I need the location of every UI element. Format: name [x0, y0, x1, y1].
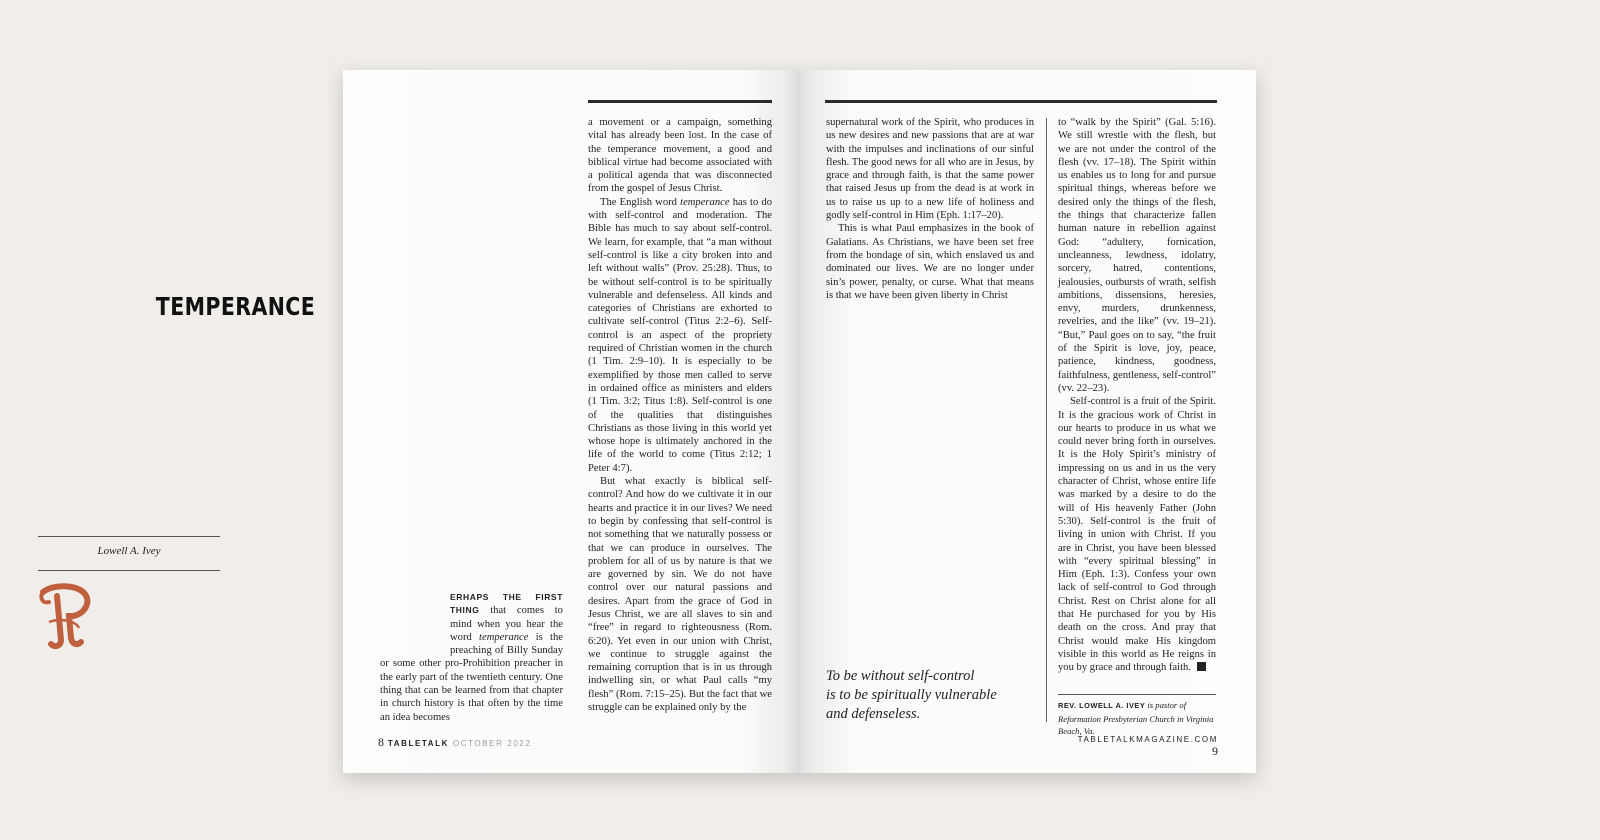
folio-right	[1076, 735, 1218, 759]
paragraph: a movement or a campaign, something vital has already been lost. In the case of the temperance movement, a good and biblical virtue had become associated with a political agenda that was disconnected from the gospel of Jesus Christ.	[588, 117, 772, 195]
paragraph: This is what Paul emphasizes in the book of Galatians. As Christians, we have been set free from the bondage of sin, which enslaved us and dominated our lives. We are no longer under sin’s power, penalty, or curse. What that means is that we have been given liberty in Christ	[826, 223, 1034, 301]
page-number: 8	[378, 735, 384, 749]
page-number: 9	[1212, 744, 1218, 758]
dropcap-ornament	[35, 582, 97, 652]
paragraph-text: Self-control is a fruit of the Spirit. It is the gracious work of Christ in our hearts to produce in us what we could never bring forth in ourselves. It is the Holy Spirit’s ministry of impressing on us and in us the very character of Christ, whose entire life was marked by a desire to do the will of His heavenly Father (John 5:30). Self-control is the fruit of living in union with Christ. If you are in Christ, you have been blessed with “every spiritual blessing” in Him (Eph. 1:3). Confess your own lack of self-control to God through Christ. Rest on Christ alone for all that He purchased for you by His death on the cross. And pray that Christ would make His kingdom visible in this world as He reigns in you by grace and through faith.	[1058, 396, 1216, 674]
folio-brand: TABLETALK	[387, 739, 450, 748]
folio-left	[378, 735, 532, 750]
article-column-3	[826, 116, 1034, 302]
article-column-2	[588, 116, 772, 714]
article-column-4	[1058, 116, 1216, 674]
paragraph: The English word temperance has to do with self-control and moderation. The Bible has much to say about self-control. We learn, for example, that “a man without self-control is like a city broken into and left without walls” (Prov. 25:28). Thus, to be without self-control is to be spiritually vulnerable and defenseless. All kinds and categories of Christians are exhorted to cultivate self-control (Titus 2:2–6). Self-control is an aspect of the propriety required of Christian women in the church (1 Tim. 2:9–10). It is especially to be exemplified by those men called to serve in ordained office as ministers and elders (1 Tim. 3:2; Titus 1:8). Self-control is one of the qualities that distinguishes Christians as those living in this world yet whose hope is ultimately anchored in the life of the world to come (Titus 2:12; 1 Peter 4:7).	[588, 196, 773, 474]
paragraph: to “walk by the Spirit” (Gal. 5:16). We still wrestle with the flesh, but we are not under the control of the flesh (vv. 17–18). The Spirit within us enables us to long for and pursue spiritual things, whereas before we desired only the things of the flesh, the things that characterize fallen human nature in rebellion against God: “adultery, fornication, uncleanness, lewdness, idolatry, sorcery, hatred, contentions, jealousies, outbursts of wrath, selfish ambitions, dissensions, heresies, envy, murders, drunkenness, revelries, and the like” (vv. 19–21). “But,” Paul goes on to say, “the fruit of the Spirit is love, joy, peace, patience, kindness, goodness, faithfulness, gentleness, self-control” (vv. 22–23).	[1058, 117, 1216, 394]
folio-site: TABLETALKMAGAZINE.COM	[1077, 735, 1218, 744]
column-divider	[1046, 118, 1047, 722]
paragraph: But what exactly is biblical self-control? And how do we cultivate it in our hearts and practice it in our lives? We need to begin by confessing that self-control is not something that we naturally possess or that we can produce in ourselves. The problem for all of us by nature is that we are governed by sin. We do not have control over our natural passions and desires. Apart from the grace of God in Jesus Christ, we are all slaves to sin and “free” in regard to righteousness (Rom. 6:20). Yet even in our union with Christ, we continue to struggle against the remaining corruption that is in us through indwelling sin, or what Paul calls “my flesh” (Rom. 7:15–25). But the fact that we struggle can be explained only by the	[588, 476, 772, 714]
paragraph	[1058, 395, 1216, 674]
pull-quote	[826, 667, 1006, 724]
pull-quote-line: and defenseless.	[826, 706, 921, 722]
folio-issue: OCTOBER 2022	[452, 739, 532, 748]
column-rule-left	[588, 100, 772, 103]
bio-name: REV. LOWELL A. IVEY	[1058, 701, 1146, 710]
column-rule-right	[825, 100, 1217, 103]
bio-text: is pastor of Reformation Presbyterian Church in Virginia Beach, Va.	[1058, 700, 1214, 736]
pull-quote-line: is to be spiritually vulnerable	[826, 687, 997, 703]
pull-quote-line: To be without self-control	[826, 668, 975, 684]
author-bio	[1058, 699, 1216, 738]
byline-rule-top	[38, 536, 220, 537]
end-mark-icon	[1197, 662, 1206, 671]
lead-caps: ERHAPS THE FIRST THING	[450, 592, 563, 616]
lead-text: that comes to mind when you hear the word temperance is the preaching of Billy Sunday or some other pro-Prohibition preacher in the early part of the twentieth century. One thing that can be learned from that chapter in church history is that often by the time an idea becomes	[380, 605, 564, 723]
paragraph: supernatural work of the Spirit, who produces in us new desires and new passions that are at war with the impulses and inclinations of our sinful flesh. The good news for all who are in Jesus, by grace and through faith, is that the same power that raised Jesus up from the dead is at work in us to raise us up to a new life of holiness and godly self-control in Him (Eph. 1:17–20).	[826, 117, 1034, 222]
bio-rule	[1058, 694, 1216, 695]
lead-paragraph	[380, 591, 563, 724]
byline-rule-bottom	[38, 570, 220, 571]
article-title: TEMPERANCE	[155, 292, 316, 321]
author-byline: Lowell A. Ivey	[97, 545, 161, 557]
